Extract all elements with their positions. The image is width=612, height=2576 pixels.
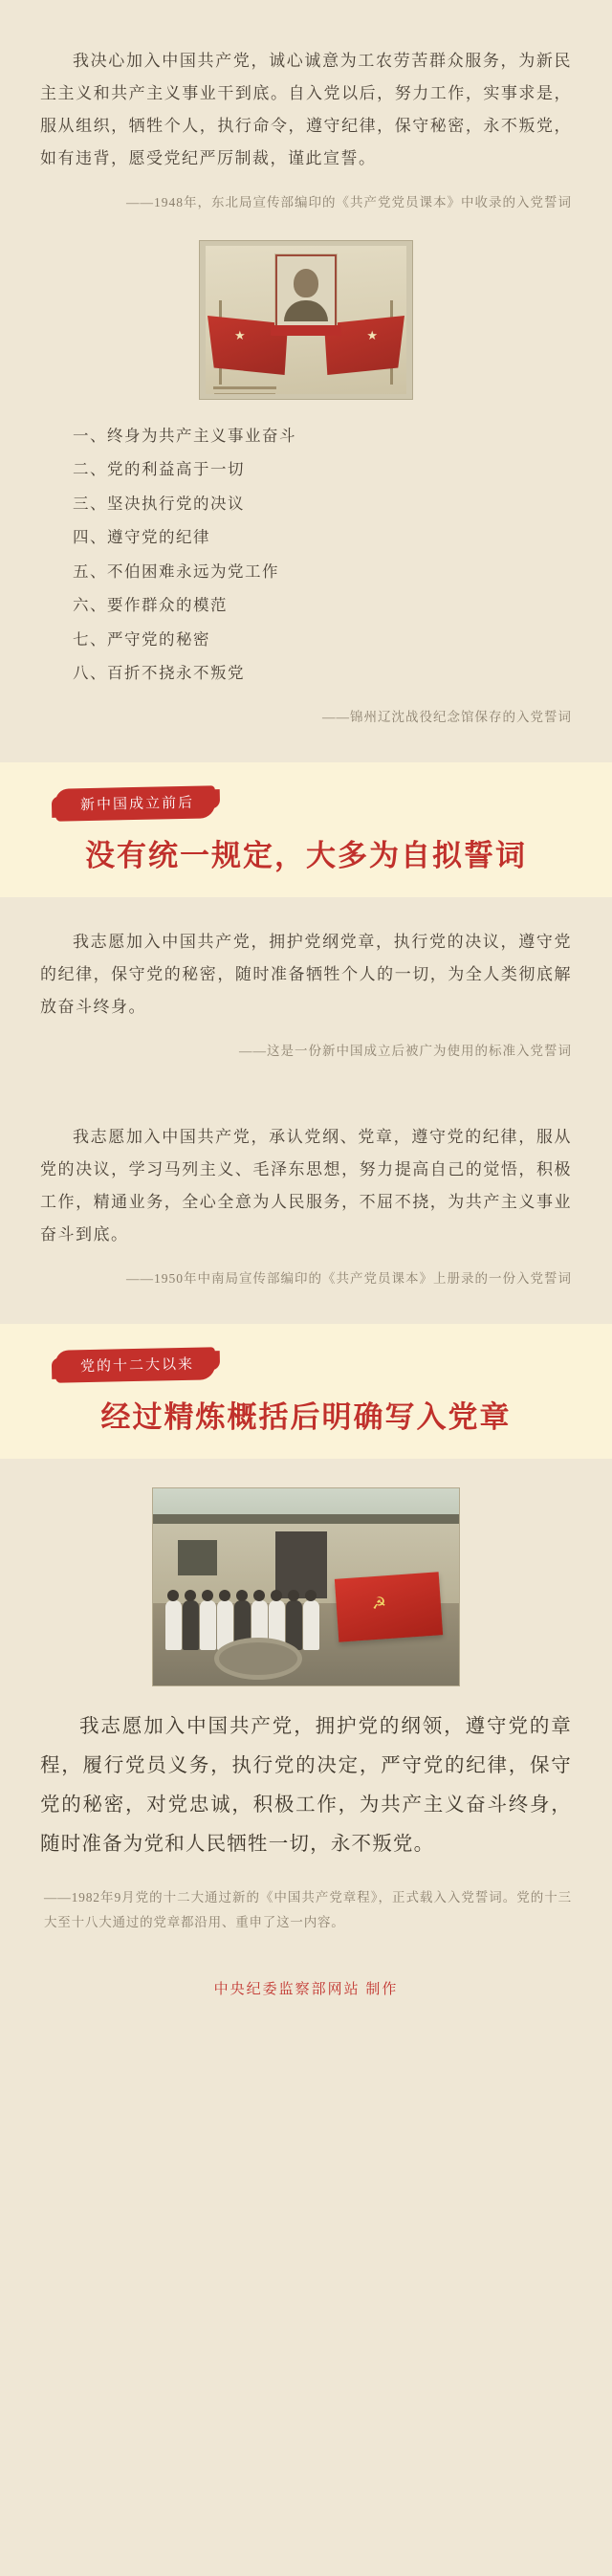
oath-item-list: [40, 419, 572, 691]
oath-text-1948: 我决心加入中国共产党，诚心诚意为工农劳苦群众服务，为新民主主义和共产主义事业干到底。自入党以后，努力工作，实事求是，服从组织，牺牲个人，执行命令，遵守纪律，保守秘密，永不叛党，如有违背，愿受党纪严厉制裁，谨此宣誓。: [40, 52, 572, 167]
band-headline-founding: 没有统一规定，大多为自拟誓词: [85, 838, 527, 872]
section-band-12th-congress: [0, 1324, 612, 1459]
hammer-sickle-icon: ☭: [371, 1593, 387, 1613]
photo-roofline: [153, 1514, 459, 1524]
attribution-current: ——1982年9月党的十二大通过新的《中国共产党章程》，正式载入入党誓词。党的十三大至十八大通过的党章都沿用、重申了这一内容。: [44, 1890, 572, 1930]
section-current-oath: [0, 1707, 612, 1936]
oath-text-standard: 我志愿加入中国共产党，拥护党纲党章，执行党的决议，遵守党的纪律，保守党的秘密，随时准备牺牲个人的一切，为全人类彻底解放奋斗终身。: [40, 932, 572, 1016]
section-1948: [0, 45, 612, 215]
footer-credit: 中央纪委监察部网站 制作: [213, 1981, 399, 1997]
poster-caption-bar: [271, 325, 341, 336]
poster-photo: [199, 240, 413, 400]
poster-photo-container: [0, 240, 612, 400]
leader-portrait: [275, 254, 337, 327]
ceremony-photo-container: [0, 1487, 612, 1686]
photo-well: [214, 1638, 302, 1680]
spacer-between-sections: [0, 1076, 612, 1105]
list-item: 五、不伯困难永远为党工作: [73, 561, 279, 581]
oath-ceremony-photo: [152, 1487, 460, 1686]
photo-crowd: [165, 1563, 324, 1650]
list-item: 八、百折不挠永不叛党: [73, 664, 245, 683]
attribution-jinzhou: ——锦州辽沈战役纪念馆保存的入党誓词: [322, 709, 572, 724]
star-icon-right: ★: [366, 327, 378, 342]
attribution-1948: ——1948年，东北局宣传部编印的《共产党党员课本》中收录的入党誓词: [126, 195, 572, 209]
oath-text-current: 我志愿加入中国共产党，拥护党的纲领，遵守党的章程，履行党员义务，执行党的决定，严守党的纪律，保守党的秘密，对党忠诚，积极工作，为共产主义奋斗终身，随时准备为党和人民牺牲一切，永不叛党。: [40, 1716, 572, 1856]
list-item: 二、党的利益高于一切: [73, 460, 245, 479]
section-band-founding: [0, 762, 612, 897]
oath-text-1950: 我志愿加入中国共产党，承认党纲、党章，遵守党的纪律，服从党的决议，学习马列主义、毛泽东思想，努力提高自己的觉悟，积极工作，精通业务，全心全意为人民服务，不屈不挠，为共产主义事业奋斗到底。: [40, 1128, 572, 1244]
list-item: 一、终身为共产主义事业奋斗: [73, 426, 296, 445]
photo-person: [183, 1600, 199, 1650]
photo-person: [165, 1600, 182, 1650]
party-flag-icon: [335, 1572, 443, 1641]
star-icon-left: ★: [234, 327, 246, 342]
photo-person: [303, 1600, 319, 1650]
band-tag-12th-congress: 党的十二大以来: [55, 1347, 216, 1382]
list-item: 四、遵守党的纪律: [73, 528, 210, 547]
portrait-shoulders: [284, 300, 328, 321]
attribution-standard: ——这是一份新中国成立后被广为使用的标准入党誓词: [239, 1043, 572, 1058]
section-1950-oath: [0, 1121, 612, 1291]
list-item: 三、坚决执行党的决议: [73, 494, 245, 513]
attribution-1950: ——1950年中南局宣传部编印的《共产党员课本》上册录的一份入党誓词: [126, 1271, 572, 1287]
photo-person: [200, 1600, 216, 1650]
band-headline-12th-congress: 经过精炼概括后明确写入党章: [100, 1400, 512, 1435]
top-spacer: [0, 0, 612, 29]
list-item: 六、要作群众的模范: [73, 596, 228, 615]
section-standard-oath: [0, 926, 612, 1064]
poster-bottom-text-lines: [213, 386, 276, 389]
list-item: 七、严守党的秘密: [73, 629, 210, 649]
portrait-head: [294, 269, 318, 297]
section-jinzhou-list: [0, 419, 612, 730]
band-tag-founding: 新中国成立前后: [55, 785, 216, 821]
